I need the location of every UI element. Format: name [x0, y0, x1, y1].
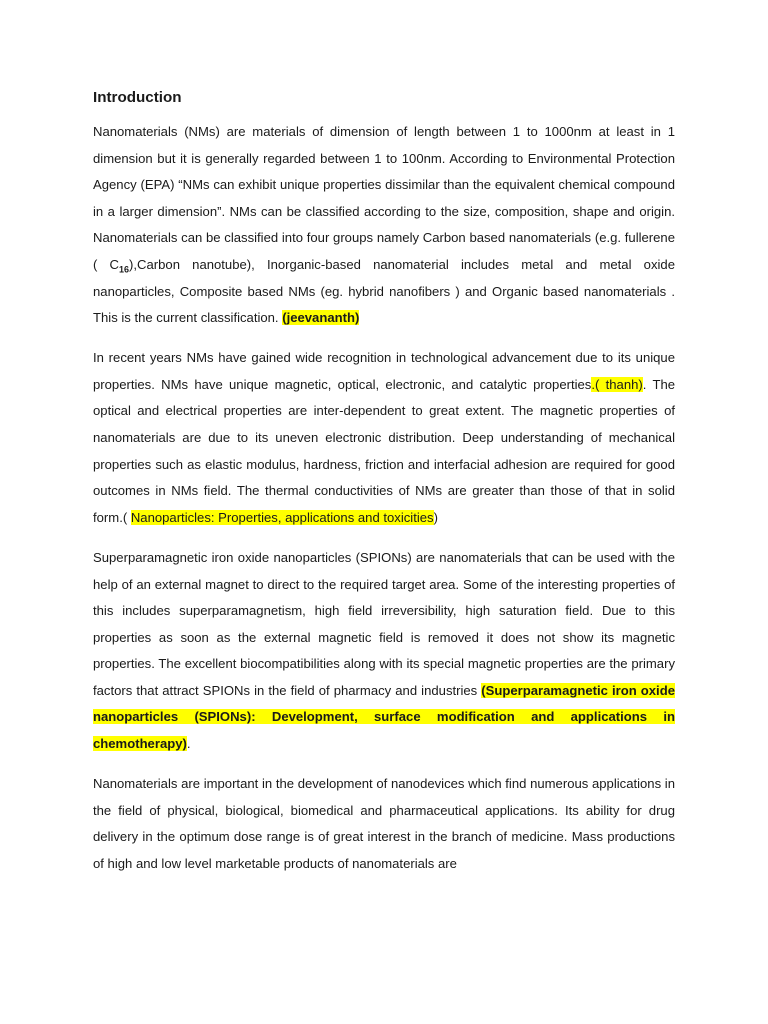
subscript-16: 16 — [119, 264, 130, 275]
paragraph-nm-properties — [93, 345, 675, 531]
document-page — [93, 86, 675, 891]
paragraph-text: In recent years NMs have gained wide recognition in technological advancement due to its unique properties. NMs have unique magnetic, optical, electronic, and catalytic properties — [93, 350, 675, 392]
section-heading: Introduction — [93, 89, 182, 106]
paragraph-text: ),Carbon nanotube), Inorganic-based nanomaterial includes metal and metal oxide nanoparticles, Composite based NMs (eg. hybrid nanofibers ) and Organic based nanomaterials . This is the current classification. — [93, 256, 675, 326]
citation-highlight: .( thanh) — [591, 376, 643, 392]
paragraph-text: ) — [433, 509, 438, 525]
paragraph-nanomaterials-definition — [93, 119, 675, 332]
paragraph-text: Superparamagnetic iron oxide nanoparticles (SPIONs) are nanomaterials that can be used with the help of an external magnet to direct to the required target area. Some of the interesting properties of this includes superparamagnetism, high field irreversibility, high saturation field. Due to this properties as soon as the external magnetic field is removed it does not show its magnetic properties. The excellent biocompatibilities along with its special magnetic properties are the primary factors that attract SPIONs in the field of pharmacy and industries — [93, 549, 675, 698]
paragraph-text: . — [186, 736, 191, 752]
paragraph-text: Nanomaterials (NMs) are materials of dimension of length between 1 to 1000nm at least in 1 dimension but it is generally regarded between 1 to 100nm. According to Environmental Protection Agency (EPA) “NMs can exhibit unique properties dissimilar than the equivalent chemical compound in a larger dimension”. NMs can be classified according to the size, composition, shape and origin. Nanomaterials can be classified into four groups namely Carbon based nanomaterials (e.g. fullerene ( C — [93, 124, 675, 272]
paragraph-text: . The optical and electrical properties are inter-dependent to great extent. The magnetic properties of nanomaterials are due to its uneven electronic distribution. Deep understanding of mechanical properties such as elastic modulus, hardness, friction and interfacial adhesion are required for good outcomes in NMs field. The thermal conductivities of NMs are greater than those of that in solid form.( — [93, 376, 676, 525]
citation-highlight: (Superparamagnetic iron oxide nanoparticles (SPIONs): Development, surface modification and applications in chemotherapy) — [93, 682, 675, 752]
citation-highlight: (jeevananth) — [282, 310, 360, 326]
paragraph-text: Nanomaterials are important in the development of nanodevices which find numerous applications in the field of physical, biological, biomedical and pharmaceutical applications. Its ability for drug delivery in the optimum dose range is of great interest in the branch of medicine. Mass productions of high and low level marketable products of nanomaterials are — [93, 776, 675, 871]
paragraph-nanodevices — [93, 771, 675, 877]
citation-highlight: Nanoparticles: Properties, applications and toxicities — [130, 509, 434, 525]
paragraph-spions — [93, 545, 675, 758]
